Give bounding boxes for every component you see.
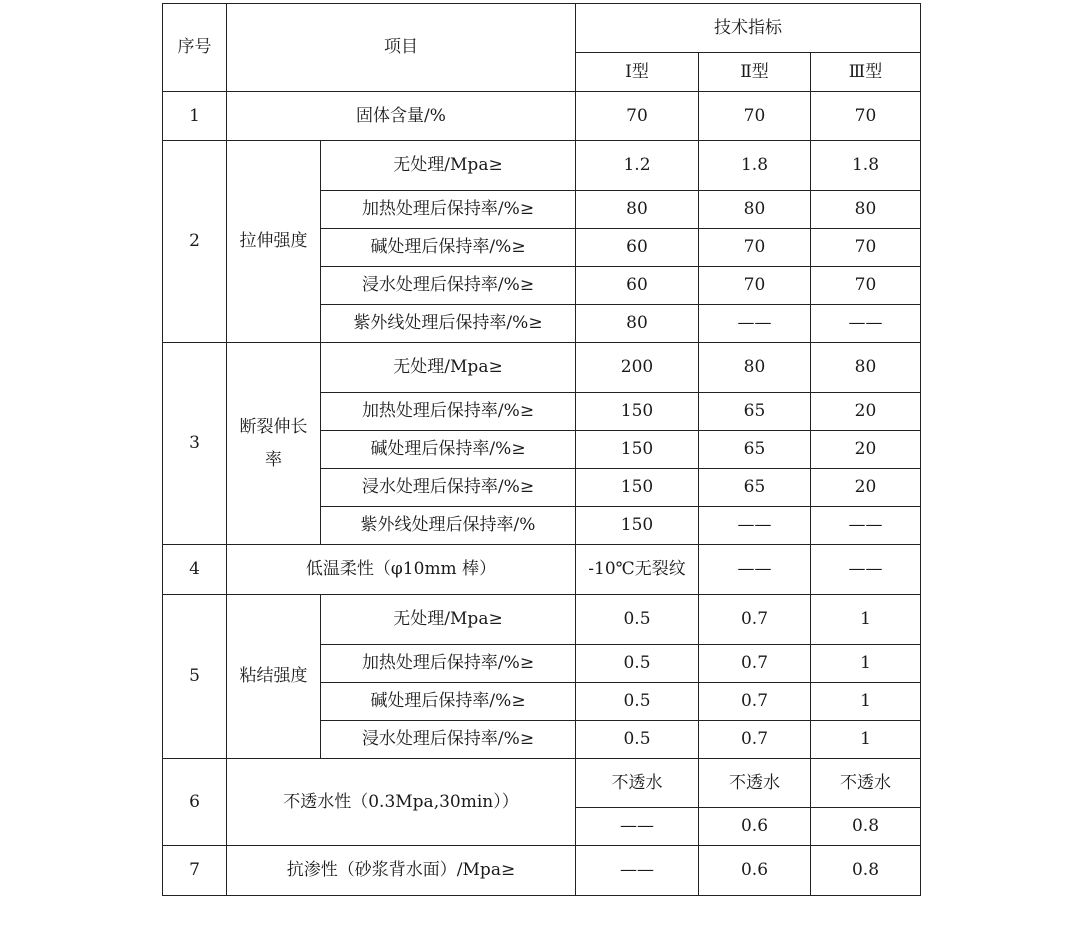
table-row (163, 759, 921, 808)
sub-item: 紫外线处理后保持率/% (321, 507, 576, 545)
value-cell: —— (811, 507, 921, 545)
row-group: 粘结强度 (227, 595, 321, 759)
value-cell: 70 (576, 92, 699, 141)
value-cell: 80 (576, 191, 699, 229)
header-row (163, 4, 921, 53)
header-type-2: Ⅱ型 (699, 53, 811, 92)
table-row (163, 595, 921, 645)
value-cell: 150 (576, 507, 699, 545)
value-cell: 200 (576, 343, 699, 393)
value-cell: 0.7 (699, 595, 811, 645)
table-row (163, 92, 921, 141)
value-cell: —— (576, 846, 699, 896)
value-cell: 70 (699, 229, 811, 267)
value-cell: —— (699, 507, 811, 545)
sub-item: 无处理/Mpa≥ (321, 141, 576, 191)
value-cell: 0.7 (699, 683, 811, 721)
sub-item: 紫外线处理后保持率/%≥ (321, 305, 576, 343)
value-cell: 70 (699, 267, 811, 305)
value-cell: 20 (811, 469, 921, 507)
value-cell: 60 (576, 267, 699, 305)
sub-item: 无处理/Mpa≥ (321, 595, 576, 645)
value-cell: 65 (699, 393, 811, 431)
value-cell: 不透水 (811, 759, 921, 808)
value-cell: 150 (576, 469, 699, 507)
technical-spec-table (162, 3, 921, 896)
value-cell: 0.5 (576, 645, 699, 683)
value-cell: 20 (811, 393, 921, 431)
header-spec: 技术指标 (576, 4, 921, 53)
row-item: 低温柔性（φ10mm 棒） (227, 545, 576, 595)
sub-item: 碱处理后保持率/%≥ (321, 683, 576, 721)
value-cell: 0.6 (699, 808, 811, 846)
sub-item: 碱处理后保持率/%≥ (321, 431, 576, 469)
table-row (163, 343, 921, 393)
header-type-1: Ⅰ型 (576, 53, 699, 92)
value-cell: 1.2 (576, 141, 699, 191)
value-cell: 0.6 (699, 846, 811, 896)
row-group (227, 343, 321, 545)
row-number: 7 (163, 846, 227, 896)
row-group-label: 断裂伸长率 (239, 417, 308, 470)
value-cell: —— (576, 808, 699, 846)
value-cell: 80 (811, 343, 921, 393)
value-cell: 65 (699, 431, 811, 469)
value-cell: —— (811, 305, 921, 343)
value-cell: 65 (699, 469, 811, 507)
value-cell: 80 (576, 305, 699, 343)
row-number: 5 (163, 595, 227, 759)
sub-item: 加热处理后保持率/%≥ (321, 191, 576, 229)
value-cell: 0.5 (576, 595, 699, 645)
value-cell: 0.8 (811, 846, 921, 896)
row-group: 拉伸强度 (227, 141, 321, 343)
table-row (163, 141, 921, 191)
value-cell: 150 (576, 431, 699, 469)
value-cell: 不透水 (699, 759, 811, 808)
row-number: 4 (163, 545, 227, 595)
value-cell: 20 (811, 431, 921, 469)
value-cell: 0.7 (699, 721, 811, 759)
value-cell: 70 (811, 229, 921, 267)
value-cell: 0.5 (576, 721, 699, 759)
row-item: 抗渗性（砂浆背水面）/Mpa≥ (227, 846, 576, 896)
row-number: 2 (163, 141, 227, 343)
value-cell: 1 (811, 595, 921, 645)
value-cell: 70 (699, 92, 811, 141)
value-cell: —— (699, 545, 811, 595)
value-cell: 1.8 (811, 141, 921, 191)
row-number: 6 (163, 759, 227, 846)
sub-item: 浸水处理后保持率/%≥ (321, 267, 576, 305)
header-item: 项目 (227, 4, 576, 92)
value-cell: 150 (576, 393, 699, 431)
value-cell: 不透水 (576, 759, 699, 808)
value-cell: 70 (811, 92, 921, 141)
sub-item: 加热处理后保持率/%≥ (321, 645, 576, 683)
value-cell: 0.5 (576, 683, 699, 721)
value-cell: 70 (811, 267, 921, 305)
value-cell: 1 (811, 721, 921, 759)
value-cell: 80 (811, 191, 921, 229)
value-cell: 1 (811, 645, 921, 683)
value-cell: 60 (576, 229, 699, 267)
header-index: 序号 (163, 4, 227, 92)
value-cell: 0.7 (699, 645, 811, 683)
row-item: 固体含量/% (227, 92, 576, 141)
value-cell: 80 (699, 343, 811, 393)
sub-item: 无处理/Mpa≥ (321, 343, 576, 393)
row-number: 3 (163, 343, 227, 545)
value-cell: 80 (699, 191, 811, 229)
sub-item: 浸水处理后保持率/%≥ (321, 721, 576, 759)
value-cell: 1 (811, 683, 921, 721)
value-cell: -10℃无裂纹 (576, 545, 699, 595)
value-cell: 1.8 (699, 141, 811, 191)
row-number: 1 (163, 92, 227, 141)
value-cell: —— (699, 305, 811, 343)
row-item: 不透水性（0.3Mpa,30min）） (227, 759, 576, 846)
value-cell: —— (811, 545, 921, 595)
value-cell: 0.8 (811, 808, 921, 846)
header-type-3: Ⅲ型 (811, 53, 921, 92)
spec-table-container (162, 3, 921, 896)
table-row (163, 545, 921, 595)
sub-item: 浸水处理后保持率/%≥ (321, 469, 576, 507)
sub-item: 加热处理后保持率/%≥ (321, 393, 576, 431)
table-row (163, 846, 921, 896)
sub-item: 碱处理后保持率/%≥ (321, 229, 576, 267)
